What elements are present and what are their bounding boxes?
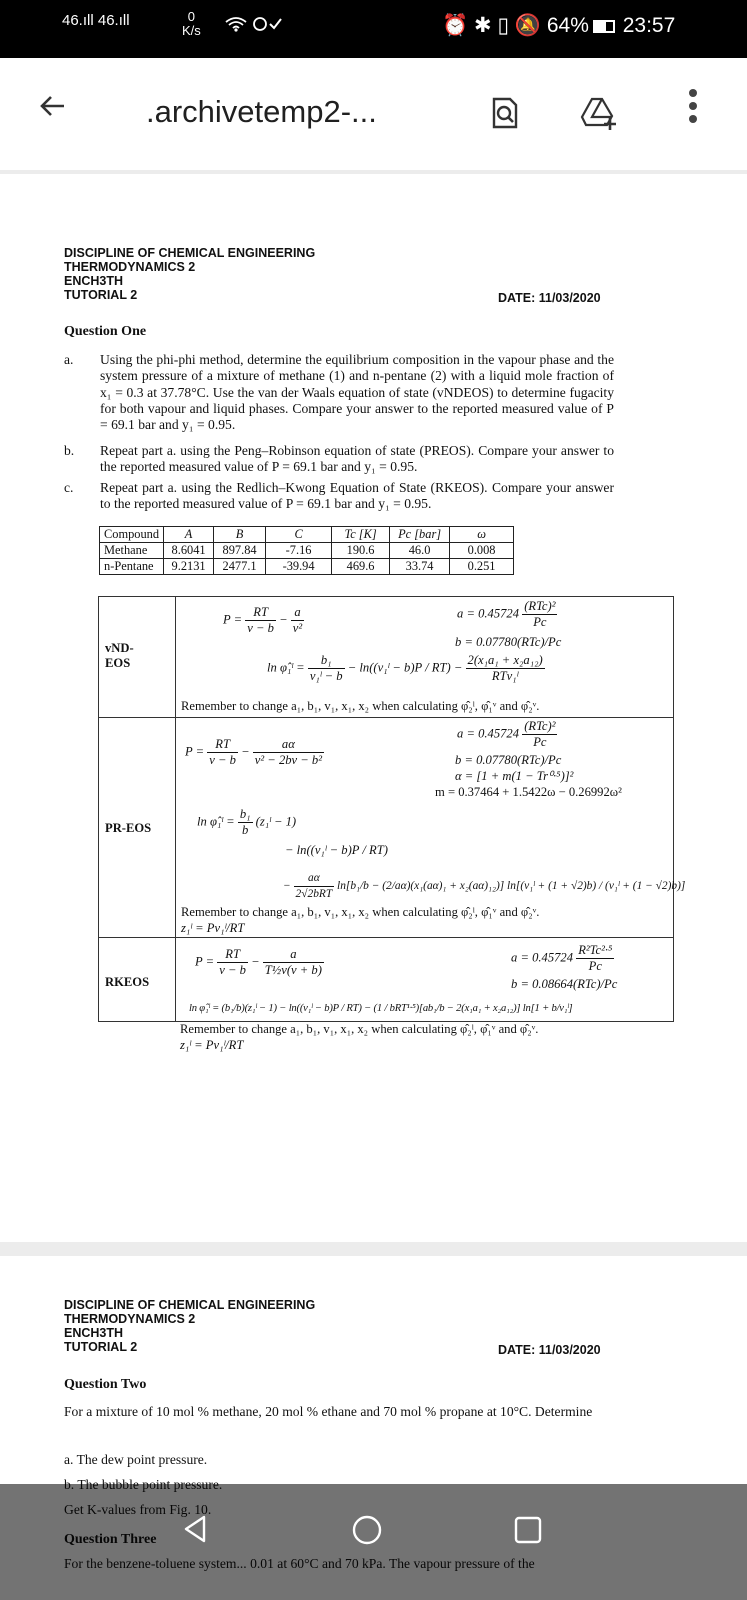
- rk-eos-label: RKEOS: [105, 975, 150, 989]
- nav-recents-icon[interactable]: [513, 1515, 543, 1550]
- table-cell: 9.2131: [164, 559, 214, 575]
- document-page-1: [0, 174, 747, 1242]
- header-line: TUTORIAL 2: [64, 1340, 138, 1354]
- table-header-row: [100, 527, 514, 543]
- table-header-cell: Pc [bar]: [390, 527, 450, 543]
- eq-middle: − ln((v₁ˡ − b)P / RT) −: [347, 660, 463, 675]
- eq-lhs: a = 0.45724: [457, 606, 520, 621]
- header-line: DISCIPLINE OF CHEMICAL ENGINEERING: [64, 1298, 316, 1312]
- table-row: [100, 559, 514, 575]
- header-line: THERMODYNAMICS 2: [64, 1312, 196, 1326]
- fraction: [308, 653, 345, 684]
- status-bar: [0, 0, 747, 58]
- table-cell: n-Pentane: [100, 559, 164, 575]
- arrow-left-icon[interactable]: [38, 91, 68, 130]
- denominator: Pc: [533, 735, 547, 749]
- rk-a-equation: [511, 943, 614, 974]
- eq-lhs: ln φ̂₁ˡ =: [197, 814, 235, 829]
- table-cell: 0.251: [450, 559, 514, 575]
- numerator: RT: [217, 947, 248, 963]
- denominator: 2√2bRT: [295, 888, 333, 900]
- numerator: R²Tc²·⁵: [578, 943, 613, 957]
- eos-column-divider: [175, 597, 176, 1021]
- denominator: v₁ˡ − b: [309, 669, 343, 683]
- eq-lhs: ln φ̂₁ˡ =: [267, 660, 305, 675]
- table-header-cell: Compound: [100, 527, 164, 543]
- fraction: [522, 719, 557, 750]
- table-cell: 8.6041: [164, 543, 214, 559]
- eq-lhs: P =: [195, 954, 215, 969]
- properties-table: [99, 526, 514, 575]
- document-title: .archivetemp2-...: [146, 94, 377, 129]
- table-cell: -39.94: [266, 559, 332, 575]
- rk-z-definition: z₁ˡ = Pv₁ˡ/RT: [180, 1038, 244, 1052]
- eq-rest: (z₁ˡ − 1): [255, 814, 297, 829]
- pr-pressure-equation: [185, 737, 324, 768]
- signal-indicator: 46.ıll 46.ıll: [62, 12, 130, 29]
- fraction: [263, 947, 324, 978]
- eos-row-divider: [99, 717, 673, 718]
- system-nav-bar: [0, 1484, 747, 1600]
- numerator: a: [291, 605, 304, 621]
- table-header-cell: A: [164, 527, 214, 543]
- nav-back-icon[interactable]: [182, 1514, 208, 1549]
- speed-unit: K/s: [182, 23, 201, 38]
- battery-percent: 64%: [546, 14, 589, 37]
- denominator: Pc: [588, 959, 602, 973]
- fraction: [576, 943, 614, 974]
- eq-rest: ln[b₁/b − (2/aα)(x₁(aα)₁ + x₂(aα)₁₂)] ln[(v₁ˡ + (1 + √2)b) / (v₁ˡ + (1 − √2)b)]: [337, 880, 686, 893]
- vnd-eos-label: vND- EOS: [105, 641, 134, 670]
- table-cell: 0.008: [450, 543, 514, 559]
- fraction: [245, 605, 276, 636]
- header-line: THERMODYNAMICS 2: [64, 260, 196, 274]
- table-cell: 897.84: [214, 543, 266, 559]
- table-cell: 190.6: [332, 543, 390, 559]
- table-header-cell: ω: [450, 527, 514, 543]
- eq-lhs: a = 0.45724: [457, 726, 520, 741]
- table-cell: Methane: [100, 543, 164, 559]
- pr-alpha-equation: α = [1 + m(1 − Tr⁰·⁵)]²: [455, 769, 574, 783]
- eos-table: [98, 596, 686, 1022]
- denominator: T½v(v + b): [264, 963, 322, 977]
- denominator: b: [242, 823, 249, 837]
- question-item-a: [64, 352, 624, 452]
- question-two-text: For a mixture of 10 mol % methane, 20 mol % ethane and 70 mol % propane at 10°C. Determine: [64, 1404, 593, 1419]
- table-cell: 2477.1: [214, 559, 266, 575]
- document-search-icon[interactable]: [488, 96, 522, 130]
- table-cell: 33.74: [390, 559, 450, 575]
- page-date: DATE: 11/03/2020: [498, 1343, 601, 1357]
- page-header: [64, 1298, 315, 1354]
- eq-lhs: a = 0.45724: [511, 950, 574, 965]
- denominator: v²: [292, 621, 303, 635]
- pr-fugacity-line1: [197, 807, 296, 838]
- bluetooth-icon: ✱: [474, 14, 492, 37]
- rk-b-equation: b = 0.08664(RTc)/Pc: [511, 977, 618, 991]
- eq-lhs: P =: [223, 612, 243, 627]
- question-two-title: Question Two: [64, 1377, 147, 1392]
- fraction: [217, 947, 248, 978]
- mute-icon: 🔕: [514, 14, 542, 37]
- numerator: RT: [245, 605, 276, 621]
- more-vertical-icon[interactable]: [688, 84, 698, 142]
- clock: 23:57: [622, 14, 676, 37]
- fraction: [253, 737, 324, 768]
- question-item-c: [64, 480, 624, 520]
- numerator: a: [263, 947, 324, 963]
- numerator: 2(x₁a₁ + x₂a₁₂): [467, 653, 543, 667]
- eq-operator: −: [241, 744, 250, 759]
- pr-fugacity-line3: − $\frac{a\alpha}{\text{2√2bRT}}$ ln[b₁/b − (2/aα)(x₁(aα)₁ + x₂(aα)₁₂)] ln[(v₁ˡ + (1 + √2)b) / (v₁ˡ + (1 − √2)b)]: [283, 872, 686, 900]
- fraction: [291, 605, 304, 636]
- fraction: [522, 599, 557, 630]
- denominator: v² − 2bv − b²: [254, 753, 322, 767]
- fraction: [466, 653, 545, 684]
- denominator: v − b: [209, 753, 236, 767]
- status-right: [442, 13, 675, 38]
- network-speed: [182, 10, 201, 38]
- numerator: (RTc)²: [524, 599, 556, 613]
- item-label: b.: [64, 443, 75, 458]
- pr-fugacity-line2: − ln((v₁ˡ − b)P / RT): [285, 843, 388, 857]
- table-cell: -7.16: [266, 543, 332, 559]
- pr-remember-note: Remember to change a₁, b₁, v₁, x₁, x₂ when calculating φ̂₂ˡ, φ̂₁ᵛ and φ̂₂ᵛ.: [181, 905, 540, 919]
- numerator: b₁: [308, 653, 345, 669]
- table-row: [100, 543, 514, 559]
- eq-operator: −: [251, 954, 260, 969]
- denominator: RTv₁ˡ: [491, 669, 519, 683]
- question-two-part-a: a. The dew point pressure.: [64, 1452, 208, 1467]
- item-label: a.: [64, 352, 74, 367]
- page-header: [64, 246, 315, 302]
- table-header-cell: Tc [K]: [332, 527, 390, 543]
- denominator: v − b: [247, 621, 274, 635]
- table-header-cell: C: [266, 527, 332, 543]
- numerator: aα: [253, 737, 324, 753]
- item-label: c.: [64, 480, 74, 495]
- eq-operator: −: [279, 612, 288, 627]
- wifi-icon: [224, 14, 282, 39]
- denominator: Pc: [533, 615, 547, 629]
- question-one-title: Question One: [64, 324, 147, 339]
- vnd-pressure-equation: [223, 605, 304, 636]
- table-cell: 46.0: [390, 543, 450, 559]
- header-line: TUTORIAL 2: [64, 288, 138, 302]
- rk-pressure-equation: [195, 947, 324, 978]
- header-line: ENCH3TH: [64, 274, 124, 288]
- question-item-b: [64, 443, 624, 483]
- numerator: (RTc)²: [524, 719, 556, 733]
- nav-home-icon[interactable]: [351, 1514, 383, 1551]
- header-line: DISCIPLINE OF CHEMICAL ENGINEERING: [64, 246, 316, 260]
- eos-row-divider: [99, 937, 673, 938]
- vnd-b-equation: b = 0.07780(RTc)/Pc: [455, 635, 562, 649]
- item-text: Repeat part a. using the Peng–Robinson equation of state (PREOS). Compare your answer to the reported measured value of P = 69.1 bar and y₁ = 0.95.: [100, 443, 614, 475]
- app-toolbar: [0, 58, 747, 170]
- pr-m-equation: m = 0.37464 + 1.5422ω − 0.26992ω²: [435, 785, 622, 799]
- vibrate-icon: ▯: [497, 14, 510, 37]
- denominator: v − b: [219, 963, 246, 977]
- item-text: Repeat part a. using the Redlich–Kwong Equation of State (RKEOS). Compare your answer to the reported measured value of P = 69.1 bar and y₁ = 0.95.: [100, 480, 614, 512]
- rk-fugacity-equation: ln φ̂₁ˡ = (b₁/b)(z₁ˡ − 1) − ln((v₁ˡ − b)P / RT) − (1 / bRT¹·⁵)[ab₁/b − 2(x₁a₁ + x₂a₁₂)] ln[1 + b/v₁ˡ]: [189, 1003, 573, 1014]
- pr-z-definition: z₁ˡ = Pv₁ˡ/RT: [181, 921, 245, 935]
- numerator: aα: [294, 871, 335, 887]
- header-line: ENCH3TH: [64, 1326, 124, 1340]
- pr-a-equation: [457, 719, 557, 750]
- vnd-fugacity-equation: [267, 653, 545, 684]
- numerator: RT: [207, 737, 238, 753]
- table-header-cell: B: [214, 527, 266, 543]
- numerator: b₁: [239, 807, 251, 821]
- table-cell: 469.6: [332, 559, 390, 575]
- item-text: Using the phi-phi method, determine the equilibrium composition in the vapour phase and the system pressure of a mixture of methane (1) and n-pentane (2) with a liquid mole fraction of x₁ = 0.3 at 37.78°C. Use the van der Waals equation of state (vNDEOS) to determine fugacity for both vapour and liquid phases. Compare your answer to the reported measured value of P = 69.1 bar and y₁ = 0.95.: [100, 352, 614, 433]
- battery-icon: [593, 20, 615, 33]
- rk-remember-note: Remember to change a₁, b₁, v₁, x₁, x₂ when calculating φ̂₂ˡ, φ̂₁ᵛ and φ̂₂ᵛ.: [180, 1022, 539, 1036]
- fraction: [207, 737, 238, 768]
- fraction: [238, 807, 253, 838]
- add-to-drive-icon[interactable]: [580, 96, 614, 130]
- alarm-icon: ⏰: [442, 14, 469, 37]
- eq-lhs: P =: [185, 744, 205, 759]
- speed-value: 0: [187, 9, 196, 24]
- pr-b-equation: b = 0.07780(RTc)/Pc: [455, 753, 562, 767]
- pr-eos-label: PR-EOS: [105, 821, 152, 835]
- page-date: DATE: 11/03/2020: [498, 291, 601, 305]
- fraction: [294, 871, 335, 902]
- vnd-a-equation: [457, 599, 557, 630]
- vnd-remember-note: Remember to change a₁, b₁, v₁, x₁, x₂ when calculating φ̂₂ˡ, φ̂₁ᵛ and φ̂₂ᵛ.: [181, 699, 540, 713]
